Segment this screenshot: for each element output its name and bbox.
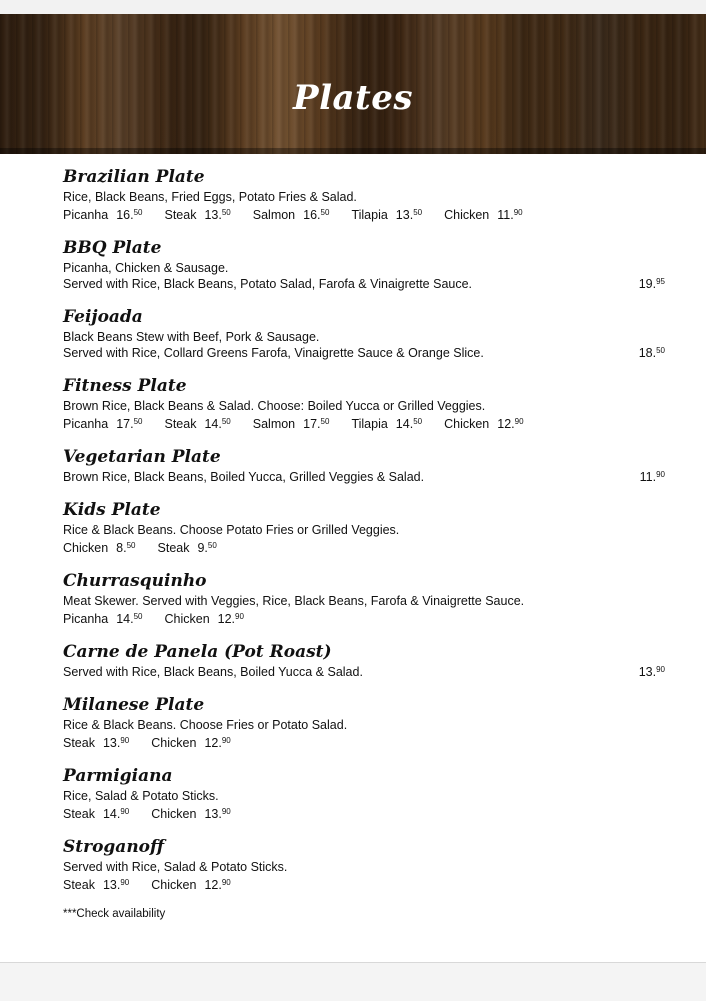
menu-item-name: Parmigiana xyxy=(63,766,173,786)
price-whole: 14. xyxy=(204,417,222,431)
price-option-value xyxy=(116,414,142,432)
price-option-label: Steak xyxy=(164,417,197,431)
price-whole: 14. xyxy=(395,417,414,431)
price-option-value xyxy=(396,414,422,432)
price-cents: 90 xyxy=(656,665,665,674)
menu-item xyxy=(63,306,673,361)
price-options-row xyxy=(63,804,673,822)
price-whole: 12. xyxy=(204,736,222,750)
price-option-label: Picanha xyxy=(63,417,109,431)
price-option-value xyxy=(103,733,129,751)
price-option-value xyxy=(204,414,230,432)
price-option-value xyxy=(116,609,142,627)
price-whole: 12. xyxy=(204,878,222,892)
menu-item-description: Meat Skewer. Served with Veggies, Rice, Black Beans, Farofa & Vinaigrette Sauce. xyxy=(63,594,525,608)
price-option-label: Picanha xyxy=(63,208,109,222)
price-whole: 13. xyxy=(395,208,414,222)
availability-footnote: ***Check availability xyxy=(63,908,166,920)
menu-item-name: Kids Plate xyxy=(63,500,161,520)
menu-item-description: Rice & Black Beans. Choose Potato Fries or Grilled Veggies. xyxy=(63,523,400,537)
price-option-value xyxy=(497,414,523,432)
price-cents: 90 xyxy=(221,736,231,745)
menu-item-description: Served with Rice, Black Beans, Boiled Yucca & Salad. xyxy=(63,665,363,679)
page-title: Plates xyxy=(293,78,413,118)
scan-bottom-edge xyxy=(0,962,706,1001)
price-whole: 19. xyxy=(638,277,657,291)
price-whole: 14. xyxy=(116,612,134,626)
price-cents: 90 xyxy=(656,470,665,479)
price-whole: 13. xyxy=(204,208,222,222)
price-cents: 90 xyxy=(120,807,130,816)
price-option-label: Chicken xyxy=(151,807,197,821)
price-option-label: Picanha xyxy=(63,612,109,626)
menu-item xyxy=(63,836,673,893)
menu-item-name: Vegetarian Plate xyxy=(63,447,221,467)
price-whole: 14. xyxy=(102,807,121,821)
price-cents: 90 xyxy=(235,612,244,621)
price-option-label: Steak xyxy=(63,878,95,892)
price-option-label: Chicken xyxy=(151,878,197,892)
price-options-row xyxy=(63,538,673,556)
price-option-value xyxy=(197,538,216,556)
price-options-row xyxy=(63,609,673,627)
menu-item-name: BBQ Plate xyxy=(63,238,162,258)
wood-header-banner xyxy=(0,14,706,154)
menu-item-price xyxy=(639,662,665,680)
price-cents: 50 xyxy=(207,541,217,550)
price-option-value xyxy=(116,205,142,223)
menu-item-description: Served with Rice, Collard Greens Farofa, Vinaigrette Sauce & Orange Slice. xyxy=(63,346,484,360)
price-cents: 50 xyxy=(221,417,231,426)
price-cents: 50 xyxy=(133,612,143,621)
price-option-label: Chicken xyxy=(444,208,490,222)
price-option-value xyxy=(204,733,230,751)
menu-list xyxy=(63,166,673,922)
price-option-label: Steak xyxy=(164,208,197,222)
price-whole: 12. xyxy=(217,612,236,626)
price-whole: 13. xyxy=(204,807,222,821)
menu-item xyxy=(63,765,673,822)
menu-item xyxy=(63,375,673,432)
menu-item-name: Feijoada xyxy=(63,307,143,327)
menu-item-name: Fitness Plate xyxy=(63,376,187,396)
menu-item-description: Served with Rice, Salad & Potato Sticks. xyxy=(63,860,288,874)
price-cents: 50 xyxy=(656,346,665,355)
menu-item xyxy=(63,641,673,680)
price-option-value xyxy=(103,875,129,893)
price-whole: 13. xyxy=(102,736,121,750)
price-cents: 90 xyxy=(514,417,524,426)
menu-item-description: Rice & Black Beans. Choose Fries or Potato Salad. xyxy=(63,718,348,732)
price-cents: 95 xyxy=(656,277,665,286)
price-whole: 16. xyxy=(116,208,134,222)
price-option-label: Tilapia xyxy=(351,417,388,431)
price-option-value xyxy=(303,205,329,223)
price-option-value xyxy=(204,205,230,223)
price-option-label: Tilapia xyxy=(351,208,388,222)
menu-item-description: Served with Rice, Black Beans, Potato Salad, Farofa & Vinaigrette Sauce. xyxy=(63,277,473,291)
menu-item-name: Brazilian Plate xyxy=(63,167,205,187)
price-cents: 50 xyxy=(413,208,423,217)
menu-item-description: Brown Rice, Black Beans & Salad. Choose: Boiled Yucca or Grilled Veggies. xyxy=(63,399,486,413)
price-whole: 9. xyxy=(197,541,208,555)
price-option-label: Steak xyxy=(63,807,95,821)
menu-item xyxy=(63,446,673,485)
price-option-value xyxy=(204,875,230,893)
price-options-row xyxy=(63,875,673,893)
price-whole: 13. xyxy=(102,878,121,892)
price-option-value xyxy=(116,538,135,556)
price-cents: 50 xyxy=(320,417,330,426)
price-whole: 12. xyxy=(497,417,515,431)
menu-item xyxy=(63,570,673,627)
price-whole: 11. xyxy=(497,208,514,222)
price-options-row xyxy=(63,414,673,432)
price-whole: 8. xyxy=(116,541,127,555)
menu-item-price xyxy=(640,467,665,485)
price-whole: 13. xyxy=(638,665,657,679)
price-cents: 50 xyxy=(320,208,330,217)
price-cents: 90 xyxy=(120,878,130,887)
menu-item-name: Milanese Plate xyxy=(63,695,205,715)
price-option-value xyxy=(303,414,329,432)
menu-item-price xyxy=(639,343,665,361)
menu-item-description: Black Beans Stew with Beef, Pork & Sausage. xyxy=(63,330,320,344)
scan-top-edge xyxy=(0,0,706,15)
price-option-label: Salmon xyxy=(252,208,296,222)
price-option-value xyxy=(396,205,422,223)
menu-item xyxy=(63,499,673,556)
price-option-value xyxy=(218,609,244,627)
menu-item xyxy=(63,166,673,223)
price-options-row xyxy=(63,733,673,751)
menu-item-name: Carne de Panela (Pot Roast) xyxy=(63,642,332,662)
price-whole: 17. xyxy=(303,417,321,431)
price-option-label: Salmon xyxy=(252,417,296,431)
price-whole: 11. xyxy=(639,470,657,484)
menu-item-description: Rice, Salad & Potato Sticks. xyxy=(63,789,219,803)
price-whole: 16. xyxy=(303,208,321,222)
price-option-value xyxy=(497,205,522,223)
price-option-label: Steak xyxy=(63,736,95,750)
price-cents: 50 xyxy=(133,417,143,426)
price-whole: 18. xyxy=(638,346,657,360)
price-option-label: Chicken xyxy=(151,736,197,750)
price-option-label: Chicken xyxy=(164,612,210,626)
menu-item-description: Picanha, Chicken & Sausage. xyxy=(63,261,229,275)
price-whole: 17. xyxy=(116,417,134,431)
menu-item xyxy=(63,694,673,751)
price-option-label: Chicken xyxy=(444,417,490,431)
price-option-label: Chicken xyxy=(63,541,109,555)
price-cents: 90 xyxy=(221,807,231,816)
menu-item-name: Churrasquinho xyxy=(63,571,207,591)
price-cents: 90 xyxy=(221,878,231,887)
menu-item-description: Brown Rice, Black Beans, Boiled Yucca, Grilled Veggies & Salad. xyxy=(63,470,425,484)
menu-item-description: Rice, Black Beans, Fried Eggs, Potato Fries & Salad. xyxy=(63,190,357,204)
price-cents: 50 xyxy=(221,208,231,217)
price-cents: 90 xyxy=(120,736,130,745)
price-option-value xyxy=(103,804,129,822)
price-cents: 50 xyxy=(126,541,136,550)
price-options-row xyxy=(63,205,673,223)
price-cents: 50 xyxy=(413,417,423,426)
menu-item-price xyxy=(639,274,665,292)
price-option-value xyxy=(204,804,230,822)
price-option-label: Steak xyxy=(157,541,190,555)
price-cents: 50 xyxy=(133,208,143,217)
menu-item xyxy=(63,237,673,292)
price-cents: 90 xyxy=(513,208,523,217)
menu-item-name: Stroganoff xyxy=(63,837,165,857)
